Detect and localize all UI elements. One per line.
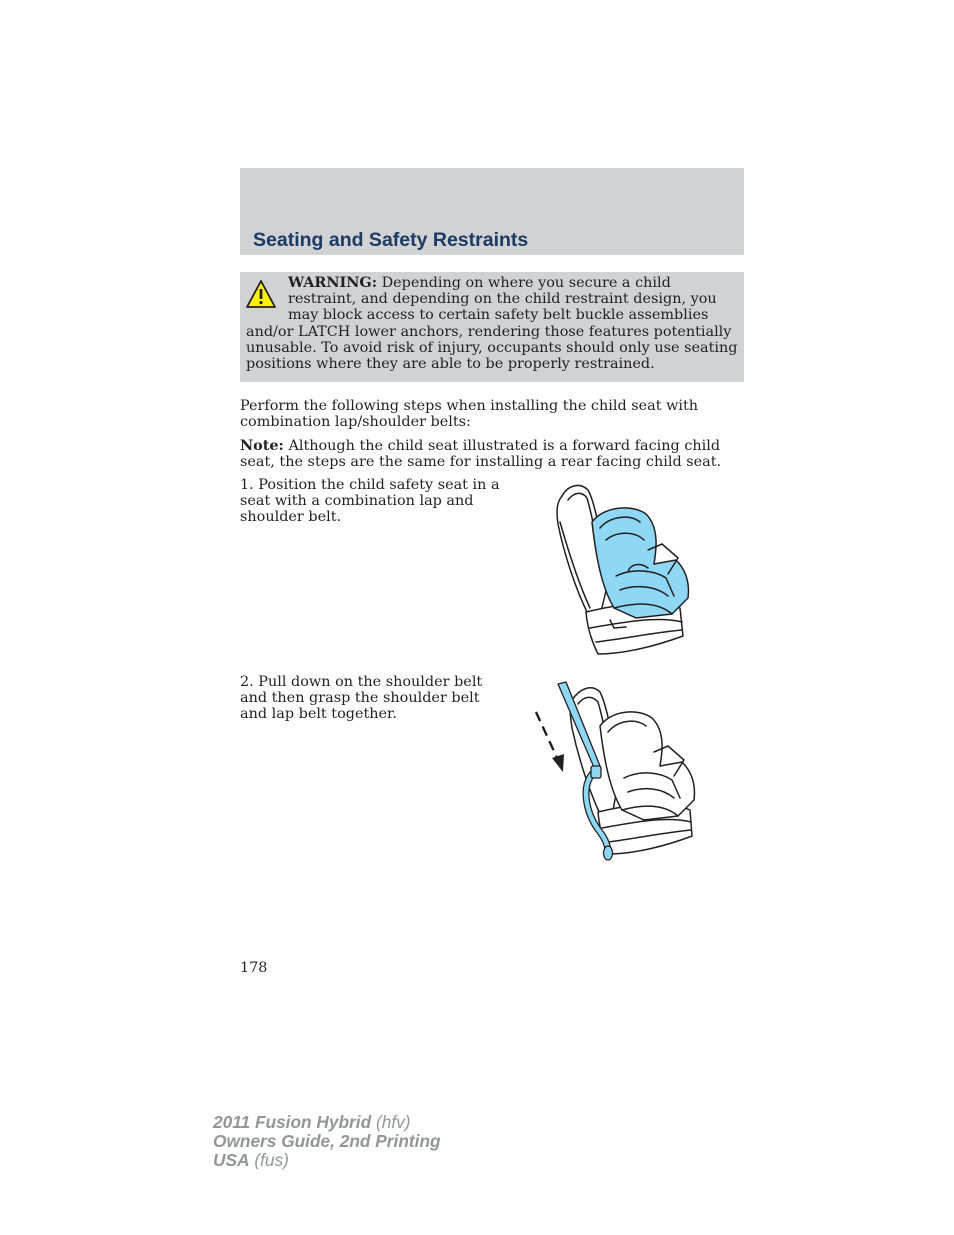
pull-shoulder-belt-illustration: [528, 676, 708, 866]
footer-line-3: [213, 1151, 441, 1170]
intro-paragraph: Perform the following steps when installing the child seat with combination lap/shoulder belts:: [240, 398, 699, 431]
footer-guide: Owners Guide, 2nd Printing: [213, 1131, 441, 1151]
section-title: Seating and Safety Restraints: [253, 229, 529, 251]
warning-triangle-icon: [245, 277, 277, 311]
step-1-text: 1. Position the child safety seat in a seat with a combination lap and shoulder belt.: [240, 477, 500, 526]
step-2-text: 2. Pull down on the shoulder belt and then grasp the shoulder belt and lap belt together.: [240, 674, 483, 723]
page-number: 178: [240, 960, 268, 976]
footer-line-1: [213, 1113, 441, 1132]
footer-line-2: [213, 1132, 441, 1151]
footer-model: 2011 Fusion Hybrid: [213, 1112, 372, 1132]
note-text: Although the child seat illustrated is a forward facing child seat, the steps are the same for installing a rear facing child seat.: [240, 438, 722, 471]
note-paragraph: [240, 438, 740, 470]
child-seat-in-vehicle-seat-illustration: [540, 478, 700, 660]
warning-label: WARNING:: [288, 274, 378, 291]
footer-model-code: (hfv): [375, 1112, 411, 1132]
footer-market: USA: [213, 1150, 250, 1170]
footer-market-code: (fus): [254, 1150, 289, 1170]
note-label: Note:: [240, 437, 284, 454]
warning-box: [240, 272, 744, 382]
warning-paragraph: [246, 275, 738, 372]
warning-text: Depending on where you secure a child restraint, and depending on the child restraint design, you may block access to certain safety belt buckle assemblies and/or LATCH lower anchors, rendering those features potentially unusable. To avoid risk of injury, occupants should only use seating positions where they are able to be properly restrained.: [246, 275, 738, 373]
section-header: [240, 168, 744, 255]
footer: [213, 1113, 441, 1170]
